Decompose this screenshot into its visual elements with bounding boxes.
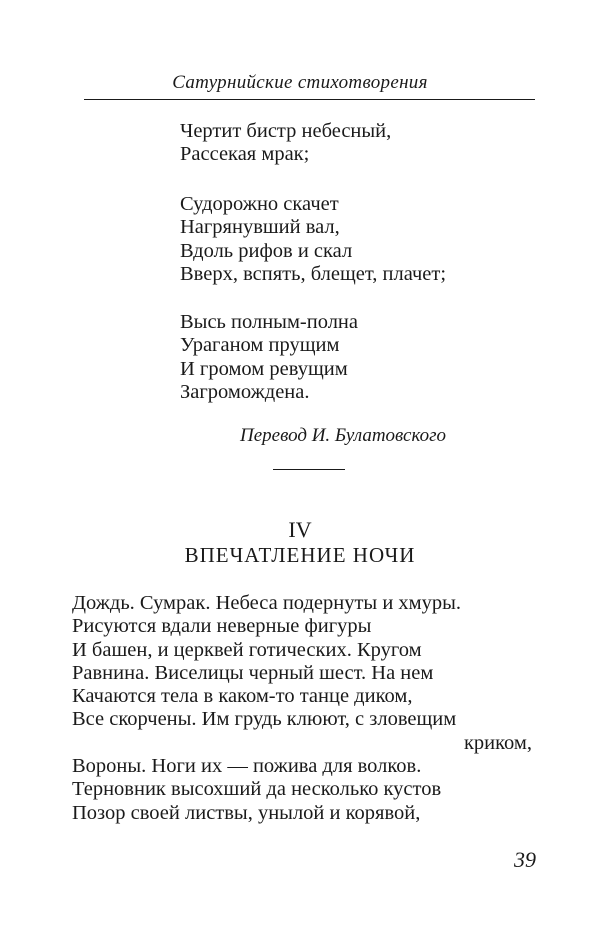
verse-line: Нагрянувший вал, bbox=[180, 216, 340, 239]
verse-line: И громом ревущим bbox=[180, 357, 348, 380]
verse-line: Рассекая мрак; bbox=[180, 143, 310, 166]
poem-body bbox=[72, 592, 532, 825]
poem-line-continuation: криком, bbox=[463, 731, 532, 754]
verse-line: Вверх, вспять, блещет, плачет; bbox=[180, 262, 447, 285]
page-number: 39 bbox=[514, 847, 536, 872]
poem-line: И башен, и церквей готических. Кругом bbox=[72, 638, 422, 661]
verse-line: Чертит бистр небесный, bbox=[180, 120, 392, 142]
poem-line: Терновник высохший да несколько кустов bbox=[72, 778, 442, 801]
poem-line: Рисуются вдали неверные фигуры bbox=[72, 615, 372, 638]
running-head: Сатурнийские стихотворения bbox=[172, 72, 428, 93]
verse-line: Загромождена. bbox=[180, 380, 310, 403]
poem-line: Вороны. Ноги их — пожива для волков. bbox=[72, 755, 422, 778]
section-number: IV bbox=[288, 517, 312, 542]
poem-line: Дождь. Сумрак. Небеса подернуты и хмуры. bbox=[72, 592, 462, 614]
section-title: ВПЕЧАТЛЕНИЕ НОЧИ bbox=[184, 543, 416, 567]
stanza-2 bbox=[180, 193, 446, 286]
stanza-3 bbox=[180, 311, 358, 404]
verse-line: Высь полным-полна bbox=[180, 311, 358, 333]
poem-line: Равнина. Виселицы черный шест. На нем bbox=[72, 661, 434, 684]
poem-line: Все скорчены. Им грудь клюют, с зловещим bbox=[72, 708, 457, 731]
header-rule bbox=[84, 99, 535, 100]
verse-line: Судорожно скачет bbox=[180, 193, 339, 215]
stanza-1 bbox=[180, 120, 391, 167]
translator-credit: Перевод И. Булатовского bbox=[240, 425, 447, 446]
section-divider bbox=[273, 469, 345, 470]
verse-line: Вдоль рифов и скал bbox=[180, 239, 353, 262]
poem-line: Качаются тела в каком-то танце диком, bbox=[72, 685, 413, 708]
verse-line: Ураганом прущим bbox=[180, 334, 340, 357]
poem-line: Позор своей листвы, унылой и корявой, bbox=[72, 801, 421, 824]
